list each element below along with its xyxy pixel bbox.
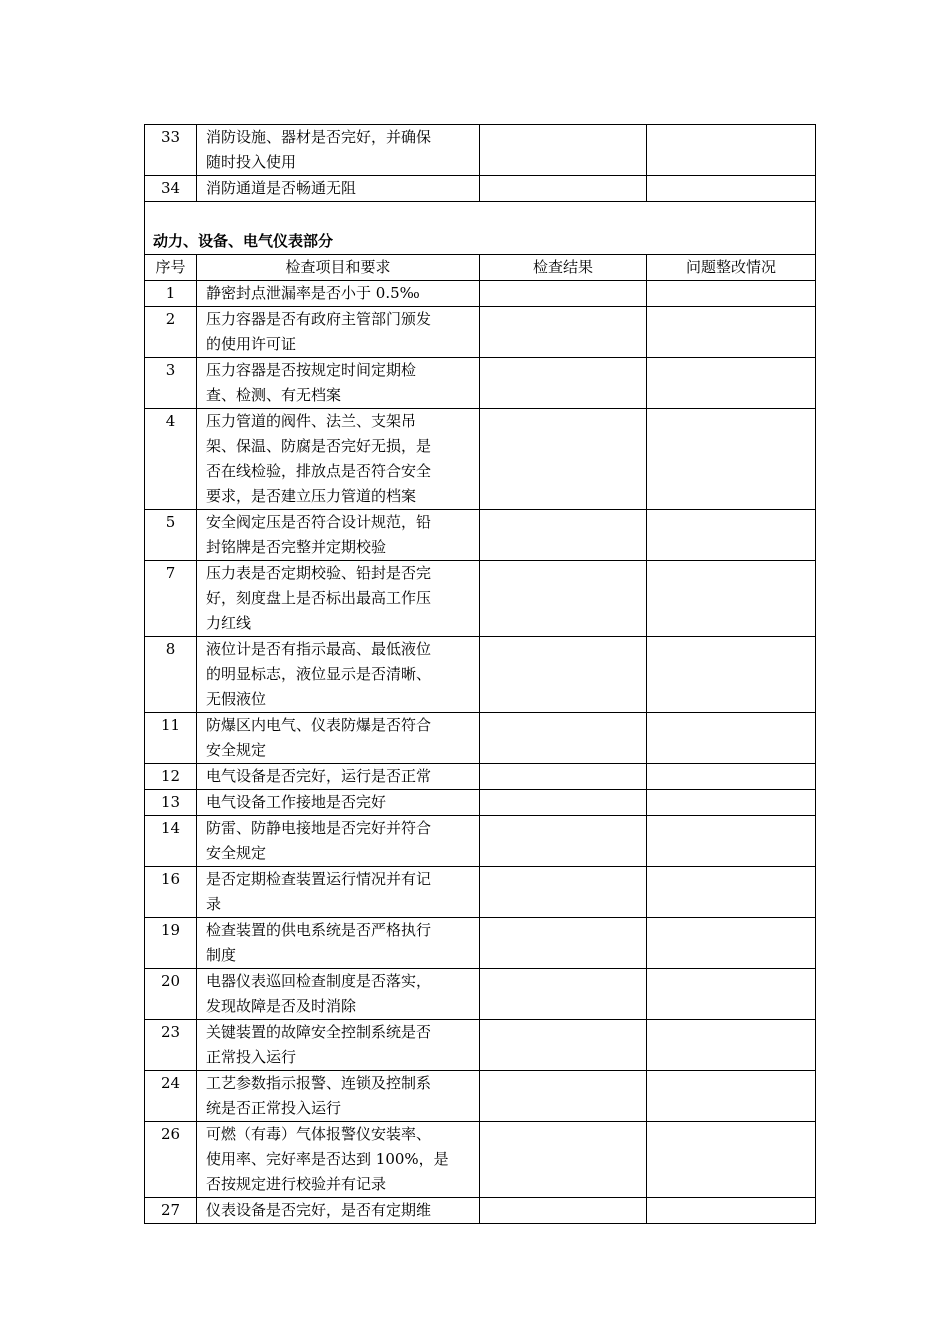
item-line: 要求，是否建立压力管道的档案 <box>206 487 417 505</box>
row-result-cell[interactable] <box>480 1020 647 1071</box>
row-remedy-cell[interactable] <box>647 918 816 969</box>
item-line: 是否定期检查装置运行情况并有记 <box>206 870 432 888</box>
item-line: 检查装置的供电系统是否严格执行 <box>206 921 432 939</box>
row-remedy-cell[interactable] <box>647 867 816 918</box>
table-row <box>145 358 816 409</box>
row-remedy-cell[interactable] <box>647 561 816 637</box>
row-item-text <box>197 409 480 510</box>
row-result-cell[interactable] <box>480 816 647 867</box>
item-line: 否在线检验，排放点是否符合安全 <box>206 462 432 480</box>
row-number: 13 <box>145 790 197 816</box>
row-remedy-cell[interactable] <box>647 281 816 307</box>
row-number: 14 <box>145 816 197 867</box>
row-remedy-cell[interactable] <box>647 816 816 867</box>
table-row <box>145 790 816 816</box>
row-number: 20 <box>145 969 197 1020</box>
col-header-no: 序号 <box>145 255 197 281</box>
row-number: 24 <box>145 1071 197 1122</box>
item-line: 压力管道的阀件、法兰、支架吊 <box>206 412 417 430</box>
row-remedy-cell[interactable] <box>647 510 816 561</box>
equipment-section-rows <box>145 281 816 1224</box>
row-remedy-cell[interactable] <box>647 637 816 713</box>
item-line: 的明显标志，液位显示是否清晰、 <box>206 665 432 683</box>
row-result-cell[interactable] <box>480 125 647 176</box>
row-number: 8 <box>145 637 197 713</box>
item-line: 封铭牌是否完整并定期校验 <box>206 538 387 556</box>
item-line: 力红线 <box>206 614 252 632</box>
table-row <box>145 510 816 561</box>
item-line: 安全规定 <box>206 741 267 759</box>
row-item-text <box>197 281 480 307</box>
row-item-text <box>197 358 480 409</box>
table-row <box>145 969 816 1020</box>
row-result-cell[interactable] <box>480 713 647 764</box>
row-item-text <box>197 510 480 561</box>
item-line: 关键装置的故障安全控制系统是否 <box>206 1023 432 1041</box>
section-title: 动力、设备、电气仪表部分 <box>145 202 816 255</box>
item-line: 安全规定 <box>206 844 267 862</box>
item-line: 录 <box>206 895 222 913</box>
row-remedy-cell[interactable] <box>647 409 816 510</box>
item-line: 压力容器是否有政府主管部门颁发 <box>206 310 432 328</box>
table-row <box>145 867 816 918</box>
table-row <box>145 409 816 510</box>
table-row <box>145 561 816 637</box>
table-row <box>145 307 816 358</box>
item-line: 消防设施、器材是否完好，并确保 <box>206 128 432 146</box>
item-line: 防爆区内电气、仪表防爆是否符合 <box>206 716 432 734</box>
row-number: 33 <box>145 125 197 176</box>
row-item-text <box>197 790 480 816</box>
item-line: 统是否正常投入运行 <box>206 1099 342 1117</box>
item-line: 压力表是否定期校验、铅封是否完 <box>206 564 432 582</box>
item-line: 液位计是否有指示最高、最低液位 <box>206 640 432 658</box>
table-row <box>145 125 816 176</box>
row-result-cell[interactable] <box>480 637 647 713</box>
item-line: 防雷、防静电接地是否完好并符合 <box>206 819 432 837</box>
row-result-cell[interactable] <box>480 1198 647 1224</box>
row-item-text <box>197 637 480 713</box>
row-remedy-cell[interactable] <box>647 713 816 764</box>
row-item-text <box>197 918 480 969</box>
row-result-cell[interactable] <box>480 969 647 1020</box>
table-row <box>145 764 816 790</box>
row-remedy-cell[interactable] <box>647 790 816 816</box>
row-number: 1 <box>145 281 197 307</box>
item-line: 的使用许可证 <box>206 335 297 353</box>
item-line: 静密封点泄漏率是否小于 0.5‰ <box>206 284 420 302</box>
row-item-text <box>197 969 480 1020</box>
row-result-cell[interactable] <box>480 409 647 510</box>
row-item-text <box>197 561 480 637</box>
fire-section-rows <box>145 125 816 202</box>
row-number: 19 <box>145 918 197 969</box>
row-result-cell[interactable] <box>480 281 647 307</box>
item-line: 制度 <box>206 946 237 964</box>
header-row <box>145 255 816 281</box>
item-line: 查、检测、有无档案 <box>206 386 342 404</box>
row-remedy-cell[interactable] <box>647 1198 816 1224</box>
col-header-result: 检查结果 <box>480 255 647 281</box>
item-line: 发现故障是否及时消除 <box>206 997 357 1015</box>
row-number: 16 <box>145 867 197 918</box>
item-line: 仪表设备是否完好，是否有定期维 <box>206 1201 432 1219</box>
row-result-cell[interactable] <box>480 1071 647 1122</box>
item-line: 电器仪表巡回检查制度是否落实， <box>206 972 432 990</box>
item-line: 工艺参数指示报警、连锁及控制系 <box>206 1074 432 1092</box>
item-line: 电气设备工作接地是否完好 <box>206 793 387 811</box>
row-remedy-cell[interactable] <box>647 125 816 176</box>
row-remedy-cell[interactable] <box>647 969 816 1020</box>
item-line: 正常投入运行 <box>206 1048 297 1066</box>
row-remedy-cell[interactable] <box>647 1020 816 1071</box>
row-number: 7 <box>145 561 197 637</box>
row-result-cell[interactable] <box>480 176 647 202</box>
row-remedy-cell[interactable] <box>647 307 816 358</box>
item-line: 无假液位 <box>206 690 267 708</box>
table-row <box>145 281 816 307</box>
inspection-checklist-table <box>144 124 816 1224</box>
row-result-cell[interactable] <box>480 867 647 918</box>
table-row <box>145 176 816 202</box>
row-result-cell[interactable] <box>480 918 647 969</box>
row-number: 34 <box>145 176 197 202</box>
row-number: 11 <box>145 713 197 764</box>
row-item-text <box>197 176 480 202</box>
row-result-cell[interactable] <box>480 1122 647 1198</box>
row-item-text <box>197 867 480 918</box>
table-row <box>145 713 816 764</box>
row-item-text <box>197 1020 480 1071</box>
row-number: 2 <box>145 307 197 358</box>
col-header-item: 检查项目和要求 <box>197 255 480 281</box>
item-line: 好，刻度盘上是否标出最高工作压 <box>206 589 432 607</box>
row-number: 27 <box>145 1198 197 1224</box>
item-line: 安全阀定压是否符合设计规范，铅 <box>206 513 432 531</box>
row-item-text <box>197 713 480 764</box>
row-item-text <box>197 125 480 176</box>
table-row <box>145 1122 816 1198</box>
row-number: 12 <box>145 764 197 790</box>
row-item-text <box>197 764 480 790</box>
item-line: 电气设备是否完好，运行是否正常 <box>206 767 432 785</box>
row-result-cell[interactable] <box>480 510 647 561</box>
item-line: 使用率、完好率是否达到 100%，是 <box>206 1150 449 1168</box>
table-row <box>145 1020 816 1071</box>
row-item-text <box>197 816 480 867</box>
item-line: 架、保温、防腐是否完好无损，是 <box>206 437 432 455</box>
row-number: 5 <box>145 510 197 561</box>
row-result-cell[interactable] <box>480 764 647 790</box>
row-number: 3 <box>145 358 197 409</box>
item-line: 随时投入使用 <box>206 153 297 171</box>
section-row <box>145 202 816 255</box>
row-item-text <box>197 1071 480 1122</box>
item-line: 可燃（有毒）气体报警仪安装率、 <box>206 1125 432 1143</box>
row-remedy-cell[interactable] <box>647 764 816 790</box>
row-item-text <box>197 1198 480 1224</box>
row-remedy-cell[interactable] <box>647 358 816 409</box>
row-number: 23 <box>145 1020 197 1071</box>
row-number: 26 <box>145 1122 197 1198</box>
row-remedy-cell[interactable] <box>647 1122 816 1198</box>
table-row <box>145 816 816 867</box>
row-number: 4 <box>145 409 197 510</box>
row-remedy-cell[interactable] <box>647 176 816 202</box>
row-result-cell[interactable] <box>480 561 647 637</box>
row-result-cell[interactable] <box>480 307 647 358</box>
section-block <box>145 202 816 281</box>
col-header-remedy: 问题整改情况 <box>647 255 816 281</box>
item-line: 压力容器是否按规定时间定期检 <box>206 361 417 379</box>
table-row <box>145 1071 816 1122</box>
row-remedy-cell[interactable] <box>647 1071 816 1122</box>
table-row <box>145 1198 816 1224</box>
row-item-text <box>197 307 480 358</box>
table-row <box>145 918 816 969</box>
item-line: 消防通道是否畅通无阻 <box>206 179 357 197</box>
row-result-cell[interactable] <box>480 358 647 409</box>
row-result-cell[interactable] <box>480 790 647 816</box>
item-line: 否按规定进行校验并有记录 <box>206 1175 387 1193</box>
row-item-text <box>197 1122 480 1198</box>
table-row <box>145 637 816 713</box>
